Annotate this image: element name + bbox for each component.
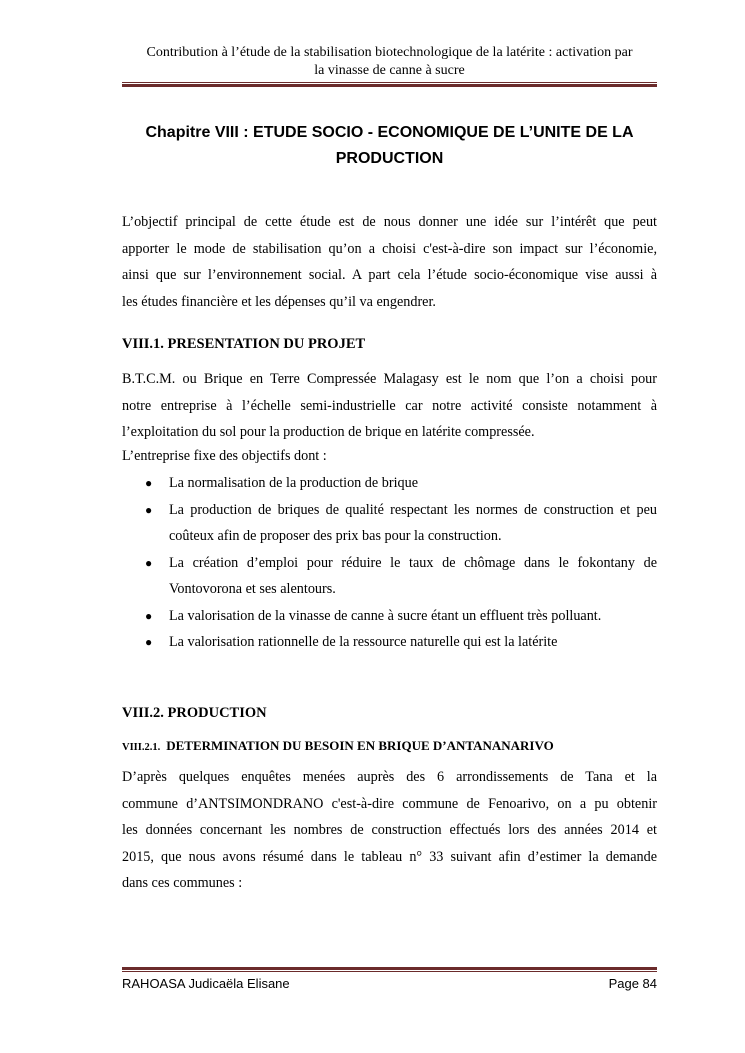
section-2-1-heading (122, 737, 657, 757)
chapter-title (122, 120, 657, 172)
bullet-icon: ● (145, 555, 153, 570)
list-item (122, 470, 657, 497)
list-item (122, 497, 657, 550)
bullet-icon: ● (145, 635, 153, 649)
section-2-1-number: VIII.2.1. (122, 742, 161, 753)
chapter-title-line-2: PRODUCTION (335, 150, 444, 167)
section-1-line: notre entreprise à l’échelle semi-industrielle car notre activité consiste notamment à (122, 397, 657, 414)
footer-author: RAHOASA Judicaëla Elisane (122, 976, 290, 991)
section-1-heading: VIII.1. PRESENTATION DU PROJET (122, 336, 366, 352)
objective-text: La normalisation de la production de brique (169, 475, 418, 491)
intro-line: les études financière et les dépenses qu’il va engendrer. (122, 293, 436, 310)
running-header-line-1: Contribution à l’étude de la stabilisation biotechnologique de la latérite : activation par (146, 45, 633, 60)
section-1-line: l’exploitation du sol pour la production de brique en latérite compressée. (122, 424, 535, 440)
intro-line: apporter le mode de stabilisation qu’on a choisi c'est-à-dire son impact sur l’économie, (122, 240, 657, 257)
list-item (122, 603, 657, 630)
objective-text: La valorisation rationnelle de la ressource naturelle qui est la latérite (169, 634, 558, 650)
section-2-heading: VIII.2. PRODUCTION (122, 705, 267, 721)
objectives-intro: L’entreprise fixe des objectifs dont : (122, 448, 327, 464)
section-2-line: les données concernant les nombres de construction effectués lors des années 2014 et (122, 822, 657, 838)
bullet-icon: ● (145, 608, 153, 623)
objective-text: La production de briques de qualité respectant les normes de construction et peu (169, 501, 657, 518)
bullet-icon: ● (145, 502, 153, 517)
footer-page-number: Page 84 (608, 976, 657, 991)
section-2-line: D’après quelques enquêtes menées auprès des 6 arrondissements de Tana et la (122, 769, 657, 785)
footer-rule-thick (122, 967, 657, 970)
footer-rule-thin (122, 971, 657, 972)
objectives-list (122, 470, 657, 656)
section-1-paragraph (122, 366, 657, 446)
intro-line: L’objectif principal de cette étude est de nous donner une idée sur l’intérêt que peut (122, 214, 657, 230)
list-item (122, 550, 657, 603)
header-rule-thick (122, 84, 657, 87)
bullet-icon: ● (145, 476, 153, 490)
section-1-line: B.T.C.M. ou Brique en Terre Compressée Malagasy est le nom que l’on a choisi pour (122, 371, 657, 387)
section-2-paragraph (122, 764, 657, 897)
section-2-1-title: DETERMINATION DU BESOIN EN BRIQUE D’ANTANANARIVO (166, 738, 554, 753)
section-2-line: 2015, que nous avons résumé dans le tableau n° 33 suivant afin d’estimer la demande (122, 848, 657, 865)
intro-line: ainsi que sur l’environnement social. A part cela l’étude socio-économique vise aussi à (122, 267, 657, 283)
section-2-line: commune d’ANTSIMONDRANO c'est-à-dire commune de Fenoarivo, on a pu obtenir (122, 795, 657, 812)
intro-paragraph (122, 209, 657, 315)
objective-text: La création d’emploi pour réduire le taux de chômage dans le fokontany de (169, 554, 657, 571)
running-header-line-2: la vinasse de canne à sucre (314, 63, 465, 78)
objective-text-continued: coûteux afin de proposer des prix bas pour la construction. (169, 528, 502, 544)
list-item (122, 629, 657, 656)
chapter-title-line-1: Chapitre VIII : ETUDE SOCIO - ECONOMIQUE DE L’UNITE DE LA (145, 124, 634, 141)
header-rule-thin (122, 82, 657, 83)
section-2-line: dans ces communes : (122, 875, 243, 891)
objective-text: La valorisation de la vinasse de canne à sucre étant un effluent très polluant. (169, 607, 602, 624)
objective-text-continued: Vontovorona et ses alentours. (169, 581, 336, 597)
running-header (122, 44, 657, 80)
